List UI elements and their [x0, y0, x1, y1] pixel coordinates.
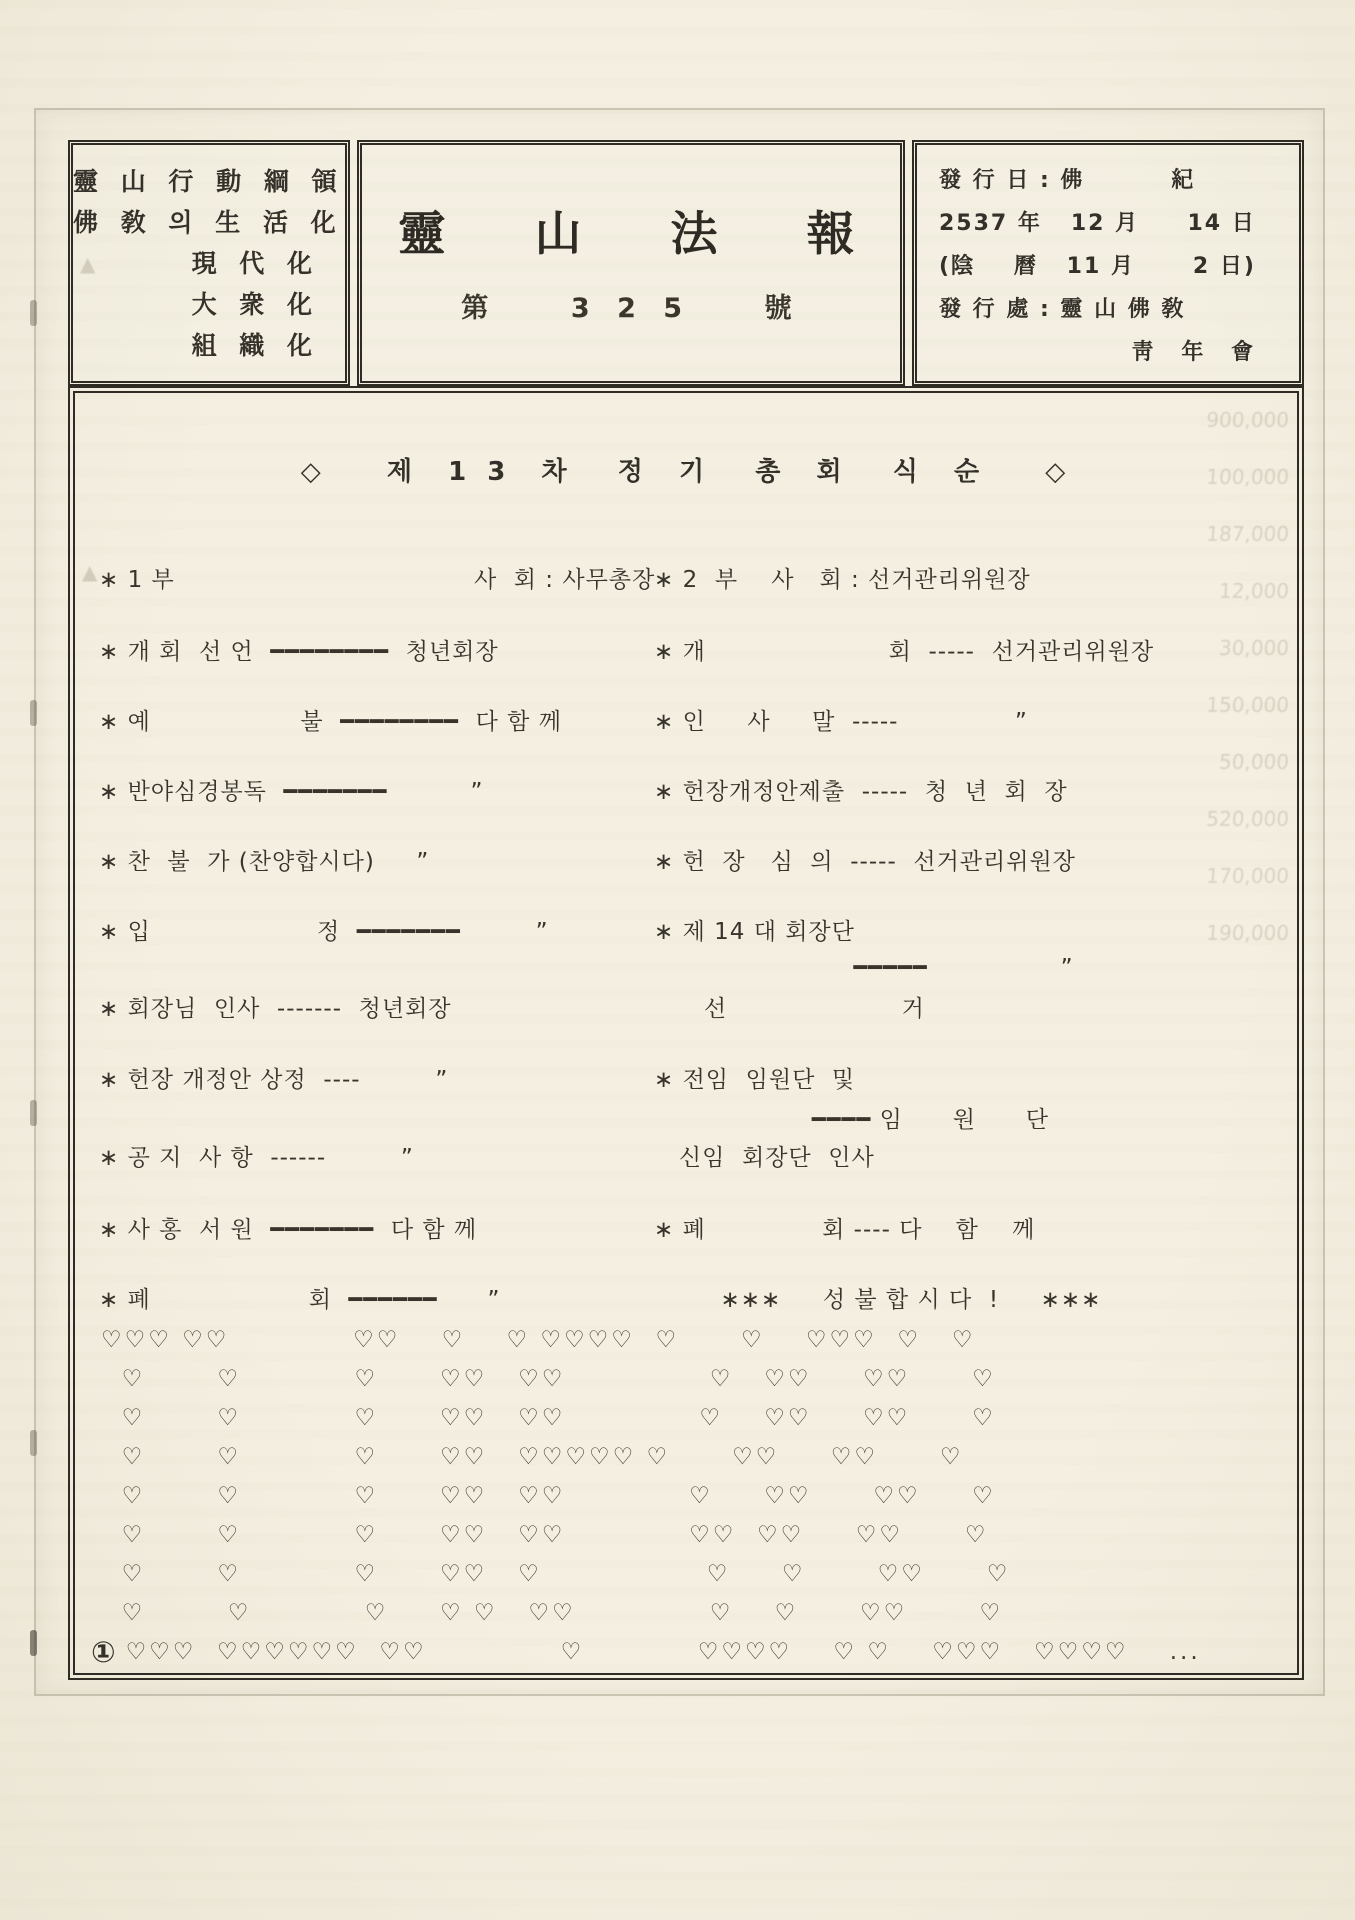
slogan-line: 靈 山 行 動 綱 領 — [73, 167, 344, 196]
bleed-number: 190,000 — [1205, 921, 1290, 945]
heart-row: ♡♡♡ ♡♡♡♡♡♡ ♡♡ ♡ ♡♡♡♡ ♡ ♡ ♡♡♡ ♡♡♡♡ ... — [125, 1639, 1201, 1665]
agenda-item-right: 신임 회장단 인사 — [654, 1145, 875, 1171]
heart-row: ♡ ♡ ♡ ♡ ♡ ♡♡ ♡ ♡ ♡♡ ♡ — [101, 1600, 1004, 1626]
agenda-item-right: ∗ 폐 회 ---- 다 함 께 — [654, 1217, 1036, 1243]
heart-row: ♡ ♡ ♡ ♡♡ ♡♡ ♡ ♡♡ ♡♡ ♡ — [101, 1405, 996, 1431]
agenda-item-left: ∗ 회장님 인사 ------- 청년회장 — [99, 996, 452, 1022]
heart-decoration — [101, 1321, 1010, 1633]
agenda-item-left: ∗ 1 부 사 회 : 사무총장 — [99, 567, 656, 593]
heart-row: ♡♡♡ ♡♡ ♡♡ ♡ ♡ ♡♡♡♡ ♡ ♡ ♡♡♡ ♡ ♡ — [101, 1327, 976, 1353]
agenda-item-left: ∗ 공 지 사 항 ------ ” — [99, 1145, 414, 1171]
scan-binding-mark — [30, 300, 37, 326]
masthead-title-box — [357, 140, 905, 386]
agenda-item-left: ∗ 헌장 개정안 상정 ---- ” — [99, 1067, 449, 1093]
agenda-item-right: ∗ 개 회 ----- 선거관리위원장 — [654, 639, 1155, 665]
agenda-row — [99, 1101, 1283, 1134]
agenda-row — [99, 1061, 1283, 1094]
agenda-row — [99, 1211, 1283, 1244]
agenda-item-right: 선 거 — [654, 996, 925, 1022]
slogan-box — [68, 140, 350, 386]
bleed-number: 187,000 — [1205, 522, 1290, 546]
agenda-item-left: ∗ 사 홍 서 원 ━━━━━━━ 다 함 께 — [99, 1217, 478, 1243]
publisher-line: 發 行 處 : 靈 山 佛 敎 — [939, 297, 1186, 322]
agenda-row — [99, 1139, 1283, 1172]
agenda-row — [99, 990, 1283, 1023]
agenda-row — [99, 913, 1283, 946]
agenda-item-right: ∗ 헌 장 심 의 ----- 선거관리위원장 — [654, 849, 1076, 875]
agenda-item-left — [99, 1101, 654, 1134]
slogan-line: 現 代 化 — [191, 249, 319, 278]
content-box — [68, 386, 1304, 1680]
slogan-line: 大 衆 化 — [191, 290, 319, 319]
agenda-item-right: ∗ 헌장개정안제출 ----- 청 년 회 장 — [654, 779, 1068, 805]
agenda-item-right: ━━━━ 임 원 단 — [654, 1107, 1049, 1133]
publication-date-line: 發 行 日 : 佛 紀 — [939, 168, 1196, 193]
bleed-triangle-mark: ▲ — [80, 252, 96, 276]
heart-row: ♡ ♡ ♡ ♡♡ ♡♡ ♡♡ ♡♡ ♡♡ ♡ — [101, 1522, 989, 1548]
bottom-heart-row — [91, 1635, 1201, 1669]
heart-row: ♡ ♡ ♡ ♡♡ ♡♡ ♡ ♡♡ ♡♡ ♡ — [101, 1366, 996, 1392]
masthead-row — [68, 140, 1304, 386]
agenda-row — [99, 955, 1283, 981]
agenda-row — [99, 703, 1283, 736]
slogan-line: 組 織 化 — [191, 331, 319, 360]
scan-binding-mark — [30, 700, 37, 726]
agenda-row — [99, 633, 1283, 666]
publication-info-box — [912, 140, 1304, 386]
bleed-triangle-mark: ▲ — [82, 560, 98, 584]
publication-date-line: (陰 曆 11 月 2 日) — [939, 254, 1256, 279]
agenda-row — [99, 561, 1283, 594]
agenda-item-right: ∗ 인 사 말 ----- ” — [654, 709, 1028, 735]
agenda-item-left: ∗ 폐 회 ━━━━━━ ” — [99, 1287, 501, 1313]
agenda-item-left — [99, 955, 654, 981]
bleed-number: 12,000 — [1218, 579, 1290, 603]
agenda-row — [99, 773, 1283, 806]
agenda-item-left: ∗ 입 정 ━━━━━━━ ” — [99, 919, 549, 945]
bleed-number: 100,000 — [1205, 465, 1290, 489]
publisher-line: 靑 年 會 — [1131, 340, 1263, 365]
agenda-item-left: ∗ 반야심경봉독 ━━━━━━━ ” — [99, 779, 484, 805]
agenda-row — [99, 1281, 1283, 1314]
agenda-row — [99, 843, 1283, 876]
agenda-item-right: ━━━━━ ” — [654, 955, 1074, 981]
bleed-number: 30,000 — [1218, 636, 1290, 660]
newspaper-title: 靈 山 法 報 — [398, 207, 864, 262]
bleed-number: 520,000 — [1205, 807, 1290, 831]
agenda-item-right: ∗ 2 부 사 회 : 선거관리위원장 — [654, 567, 1031, 593]
scan-binding-mark — [30, 1100, 37, 1126]
agenda-heading: ◇ 제 1 3 차 정 기 총 회 식 순 ◇ — [300, 457, 1072, 487]
bleed-number: 900,000 — [1205, 408, 1290, 432]
agenda-item-right: ∗∗∗ 성 불 합 시 다 ! ∗∗∗ — [654, 1287, 1102, 1313]
heart-row: ♡ ♡ ♡ ♡♡ ♡♡♡♡♡ ♡ ♡♡ ♡♡ ♡ — [101, 1444, 964, 1470]
agenda-item-left: ∗ 개 회 선 언 ━━━━━━━━ 청년회장 — [99, 639, 499, 665]
issue-number: 第 3 2 5 號 — [461, 293, 801, 324]
scan-binding-mark — [30, 1630, 37, 1656]
publication-date-line: 2537 年 12 月 14 日 — [939, 211, 1256, 236]
heart-row: ♡ ♡ ♡ ♡♡ ♡ ♡ ♡ ♡♡ ♡ — [101, 1561, 1011, 1587]
agenda-item-left: ∗ 찬 불 가 (찬양합시다) ” — [99, 849, 430, 875]
heart-row: ♡ ♡ ♡ ♡♡ ♡♡ ♡ ♡♡ ♡♡ ♡ — [101, 1483, 996, 1509]
bleed-number: 170,000 — [1205, 864, 1290, 888]
bleed-number: 50,000 — [1218, 750, 1290, 774]
slogan-line: 佛 敎 의 生 活 化 — [73, 208, 343, 237]
agenda-item-right: ∗ 전임 임원단 및 — [654, 1067, 856, 1093]
page-number: ① — [91, 1635, 116, 1669]
bleed-number: 150,000 — [1205, 693, 1290, 717]
agenda-item-right: ∗ 제 14 대 회장단 — [654, 919, 855, 945]
agenda-item-left: ∗ 예 불 ━━━━━━━━ 다 함 께 — [99, 709, 562, 735]
scan-binding-mark — [30, 1430, 37, 1456]
